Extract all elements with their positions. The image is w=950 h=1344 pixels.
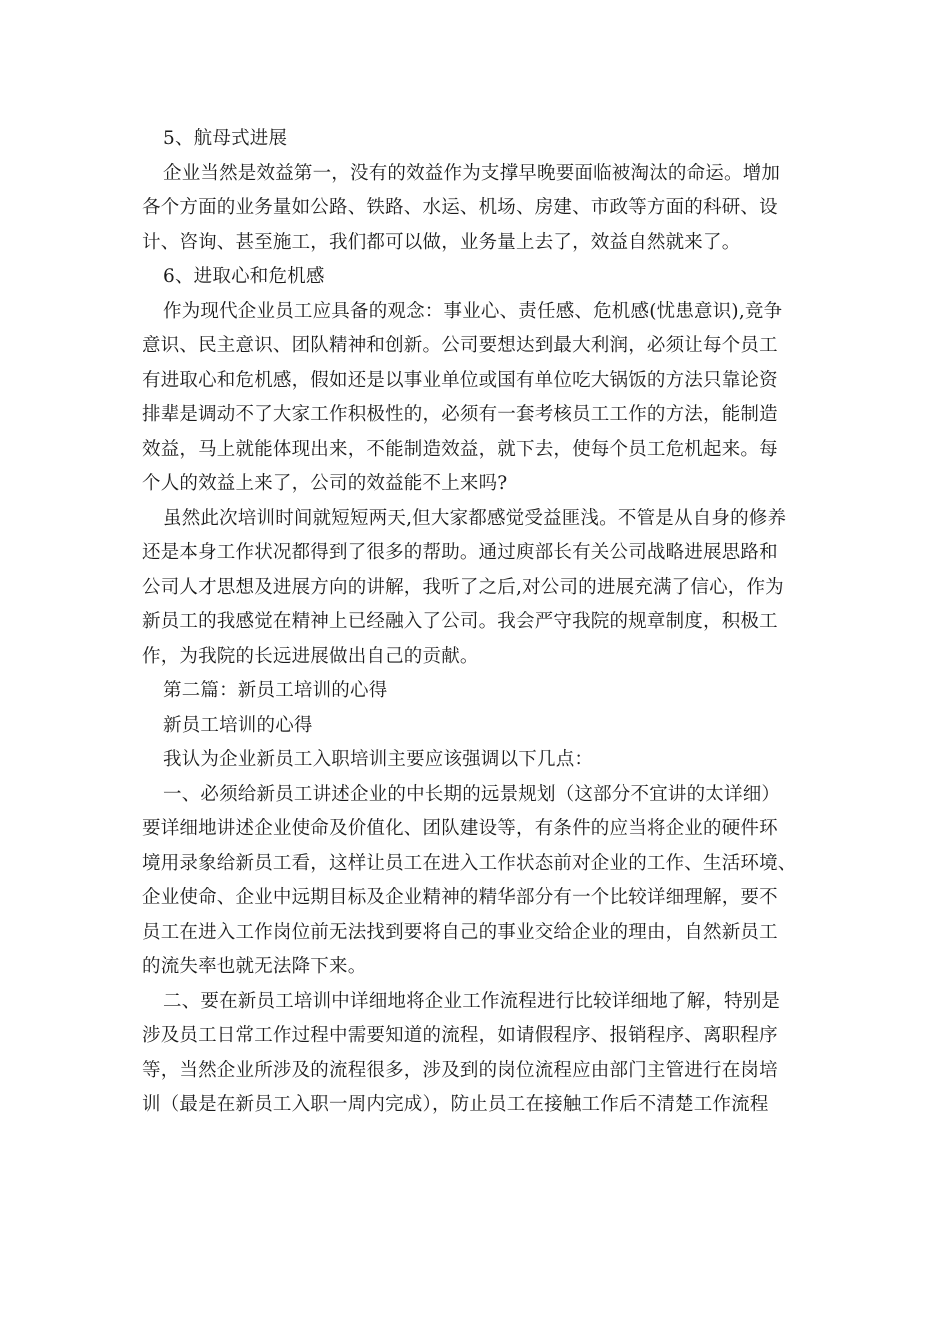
heading-6: 6、进取心和危机感	[163, 266, 325, 287]
paragraph-line: 排辈是调动不了大家工作积极性的，必须有一套考核员工工作的方法，能制造	[142, 404, 778, 425]
paragraph-line: 效益，马上就能体现出来，不能制造效益，就下去，使每个员工危机起来。每	[142, 438, 778, 460]
paragraph-line: 虽然此次培训时间就短短两天,但大家都感觉受益匪浅。不管是从自身的修养	[163, 507, 787, 529]
paragraph-line: 个人的效益上来了，公司的效益能不上来吗?	[142, 473, 508, 494]
paragraph-line: 一、必须给新员工讲述企业的中长期的远景规划（这部分不宜讲的太详细）	[163, 783, 781, 805]
heading-5: 5、航母式进展	[163, 128, 288, 149]
paragraph-line: 各个方面的业务量如公路、铁路、水运、机场、房建、市政等方面的科研、设	[142, 197, 778, 218]
paragraph-line: 训（最是在新员工入职一周内完成），防止员工在接触工作后不清楚工作流程	[142, 1094, 769, 1115]
paragraph-line: 企业当然是效益第一，没有的效益作为支撑早晚要面临被淘汰的命运。增加	[163, 162, 781, 184]
paragraph-line: 境用录象给新员工看，这样让员工在进入工作状态前对企业的工作、生活环境、	[142, 852, 797, 874]
paragraph-line: 员工在进入工作岗位前无法找到要将自己的事业交给企业的理由，自然新员工	[142, 921, 778, 943]
paragraph-line: 的流失率也就无法降下来。	[142, 956, 367, 977]
paragraph-line: 涉及员工日常工作过程中需要知道的流程，如请假程序、报销程序、离职程序	[142, 1025, 778, 1046]
paragraph-line: 二、要在新员工培训中详细地将企业工作流程进行比较详细地了解，特别是	[163, 990, 781, 1012]
section-title: 第二篇：新员工培训的心得	[163, 680, 388, 701]
paragraph-line: 有进取心和危机感，假如还是以事业单位或国有单位吃大锅饭的方法只靠论资	[142, 369, 778, 391]
paragraph-line: 作为现代企业员工应具备的观念：事业心、责任感、危机感(忧患意识),竞争	[163, 300, 783, 322]
paragraph-line: 新员工的我感觉在精神上已经融入了公司。我会严守我院的规章制度，积极工	[142, 611, 778, 632]
paragraph-line: 企业使命、企业中远期目标及企业精神的精华部分有一个比较详细理解，要不	[142, 887, 778, 908]
paragraph-line: 作，为我院的长远进展做出自己的贡献。	[142, 645, 479, 667]
paragraph-line: 还是本身工作状况都得到了很多的帮助。通过庾部长有关公司战略进展思路和	[142, 542, 778, 563]
section-subtitle: 新员工培训的心得	[163, 714, 313, 736]
paragraph-line: 我认为企业新员工入职培训主要应该强调以下几点：	[163, 749, 594, 770]
paragraph-line: 计、咨询、甚至施工，我们都可以做，业务量上去了，效益自然就来了。	[142, 231, 741, 253]
paragraph-line: 要详细地讲述企业使命及价值化、团队建设等，有条件的应当将企业的硬件环	[142, 818, 778, 839]
paragraph-line: 等，当然企业所涉及的流程很多，涉及到的岗位流程应由部门主管进行在岗培	[142, 1059, 778, 1081]
document-body	[142, 122, 810, 1123]
paragraph-line: 意识、民主意识、团队精神和创新。公司要想达到最大利润，必须让每个员工	[142, 335, 778, 356]
paragraph-line: 公司人才思想及进展方向的讲解，我听了之后,对公司的进展充满了信心，作为	[142, 576, 784, 598]
